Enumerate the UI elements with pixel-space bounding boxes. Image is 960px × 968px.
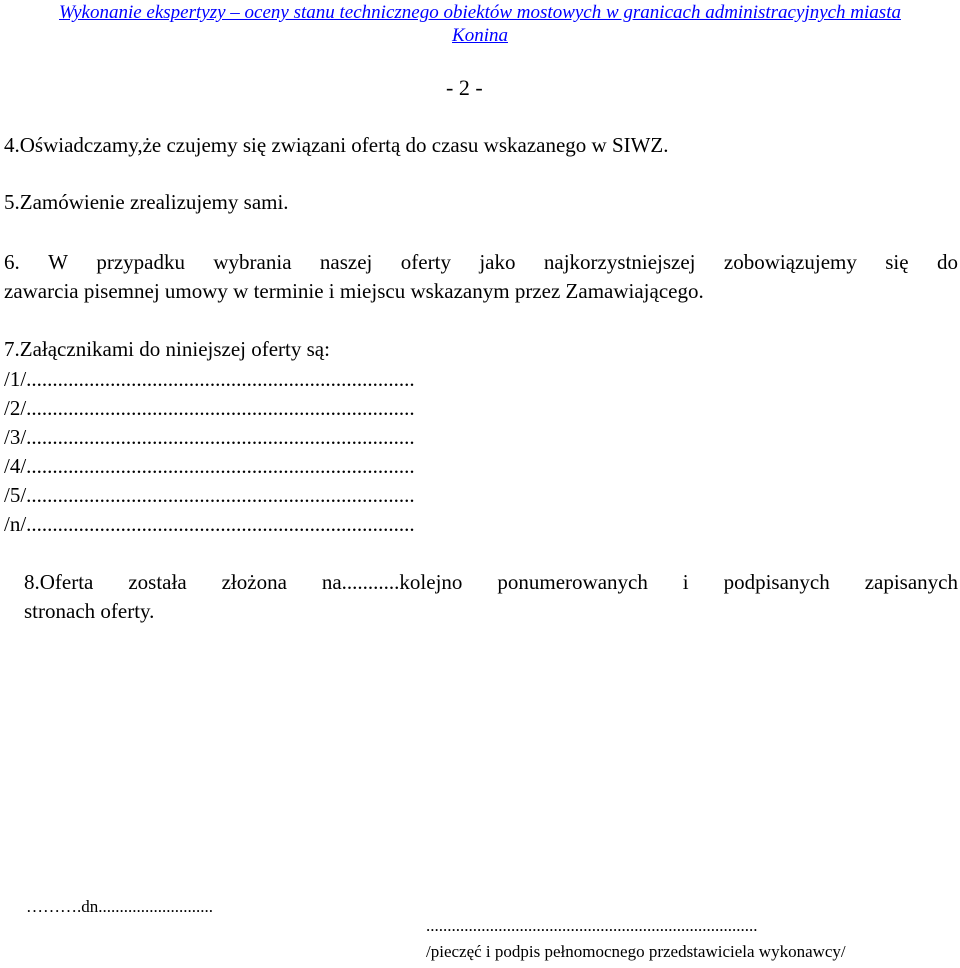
item-6-word: W — [48, 250, 68, 274]
item-6-word: oferty — [400, 250, 451, 274]
item-7-title: 7.Załącznikami do niniejszej oferty są: — [4, 337, 330, 361]
item-6-word: jako — [479, 250, 516, 274]
item-8-word: ponumerowanych — [497, 570, 648, 594]
item-8-word: na...........kolejno — [321, 570, 463, 594]
item-8-word: złożona — [221, 570, 287, 594]
item-6-line2: zawarcia pisemnej umowy w terminie i miejscu wskazanym przez Zamawiającego. — [4, 279, 704, 303]
item-8-line1 — [24, 572, 958, 593]
item-6-word: 6. — [4, 250, 20, 274]
signature-caption: /pieczęć i podpis pełnomocnego przedstawiciela wykonawcy/ — [426, 942, 846, 961]
item-6-word: przypadku — [96, 250, 185, 274]
attachment-line: /5/.......................................................................... — [4, 483, 415, 507]
item-6-word: się — [885, 250, 909, 274]
document-header-line1: Wykonanie ekspertyzy – oceny stanu technicznego obiektów mostowych w granicach administracyjnych miasta — [59, 2, 901, 23]
item-6-word: naszej — [319, 250, 373, 274]
attachment-line: /4/.......................................................................... — [4, 454, 415, 478]
item-6-word: do — [936, 250, 958, 274]
item-8-word: zapisanych — [864, 570, 958, 594]
attachment-line: /n/.......................................................................... — [4, 512, 415, 536]
item-6-word: zobowiązujemy — [723, 250, 857, 274]
attachment-line: /1/.......................................................................... — [4, 367, 415, 391]
item-6-word: wybrania — [213, 250, 292, 274]
signature-date-line: ……….dn........................... — [26, 897, 213, 916]
item-8-line2: stronach oferty. — [24, 599, 155, 623]
item-8-word: została — [128, 570, 187, 594]
item-5-statement: 5.Zamówienie zrealizujemy sami. — [4, 190, 289, 214]
attachment-line: /2/.......................................................................... — [4, 396, 415, 420]
attachment-line: /3/.......................................................................... — [4, 425, 415, 449]
item-6-word: najkorzystniejszej — [543, 250, 696, 274]
page-number: - 2 - — [446, 75, 483, 100]
signature-dots-line: .............................................................................. — [426, 916, 758, 935]
item-8-word: i — [682, 570, 689, 594]
item-4-statement: 4.Oświadczamy,że czujemy się związani ofertą do czasu wskazanego w SIWZ. — [4, 133, 669, 157]
item-8-word: podpisanych — [723, 570, 830, 594]
item-6-line1 — [4, 252, 958, 273]
document-header-line2: Konina — [452, 25, 508, 46]
item-8-word: 8.Oferta — [24, 570, 94, 594]
